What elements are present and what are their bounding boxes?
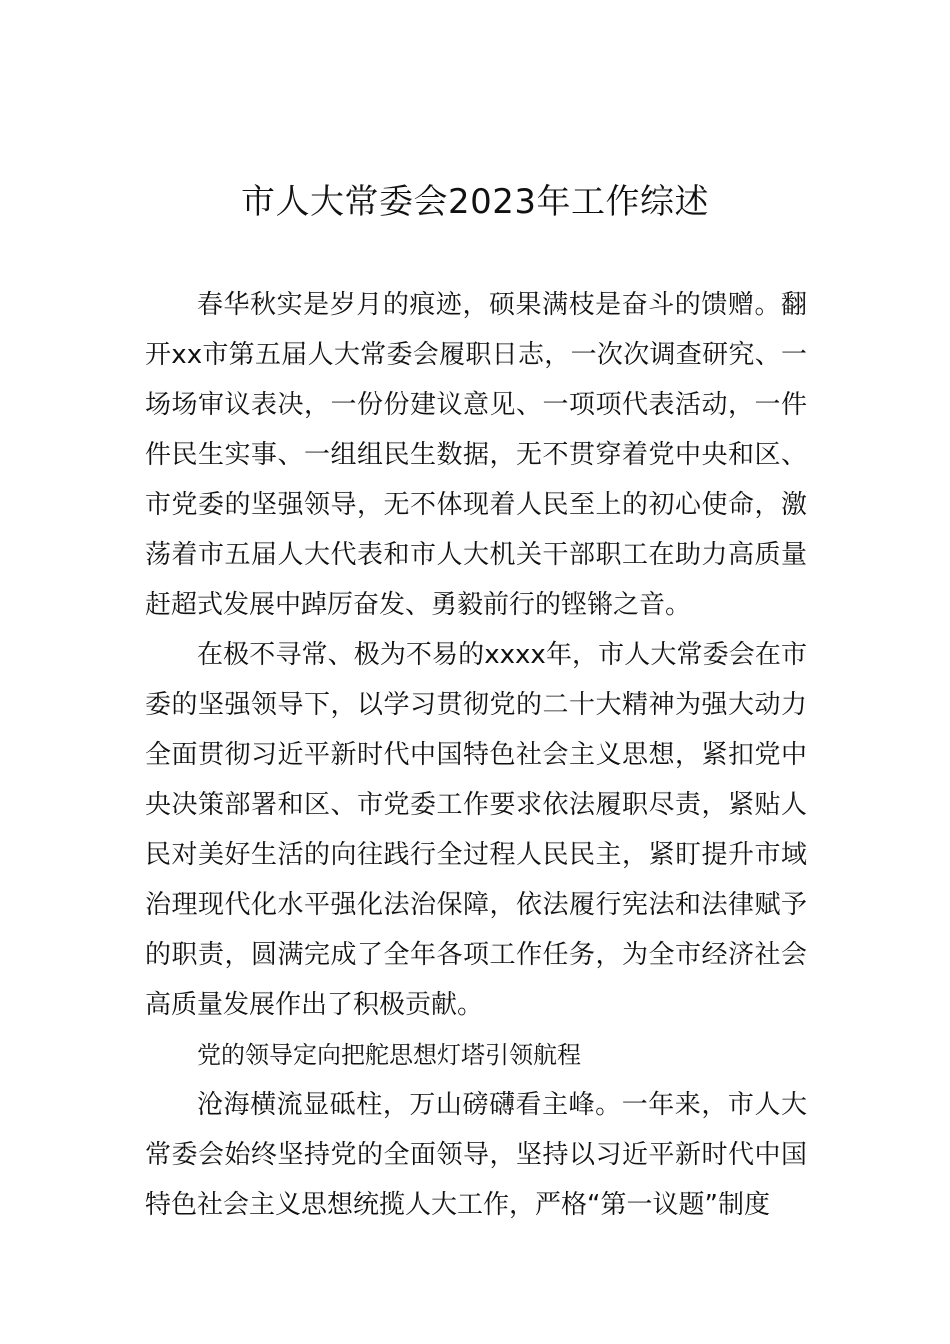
body-paragraph: 春华秋实是岁月的痕迹，硕果满枝是奋斗的馈赠。翻开xx市第五届人大常委会履职日志，一次次调查研究、一场场审议表决，一份份建议意见、一项项代表活动，一件件民生实事、一组组民生数据，无不贯穿着党中央和区、市党委的坚强领导，无不体现着人民至上的初心使命，激荡着市五届人大代表和市人大机关干部职工在助力高质量赶超式发展中踔厉奋发、勇毅前行的铿锵之音。 <box>145 290 807 620</box>
section-paragraph: 沧海横流显砥柱，万山磅礴看主峰。一年来，市人大常委会始终坚持党的全面领导，坚持以习近平新时代中国特色社会主义思想统揽人大工作，严格“第一议题”制度 <box>145 1090 807 1220</box>
document-title: 市人大常委会2023年工作综述 <box>240 182 710 222</box>
body-paragraph: 在极不寻常、极为不易的xxxx年，市人大常委会在市委的坚强领导下，以学习贯彻党的二十大精神为强大动力全面贯彻习近平新时代中国特色社会主义思想，紧扣党中央决策部署和区、市党委工作要求依法履职尽责，紧贴人民对美好生活的向往践行全过程人民民主，紧盯提升市域治理现代化水平强化法治保障，依法履行宪法和法律赋予的职责，圆满完成了全年各项工作任务，为全市经济社会高质量发展作出了积极贡献。 <box>145 640 807 1020</box>
section-heading: 党的领导定向把舵思想灯塔引领航程 <box>197 1041 581 1069</box>
document-body <box>145 280 807 1230</box>
